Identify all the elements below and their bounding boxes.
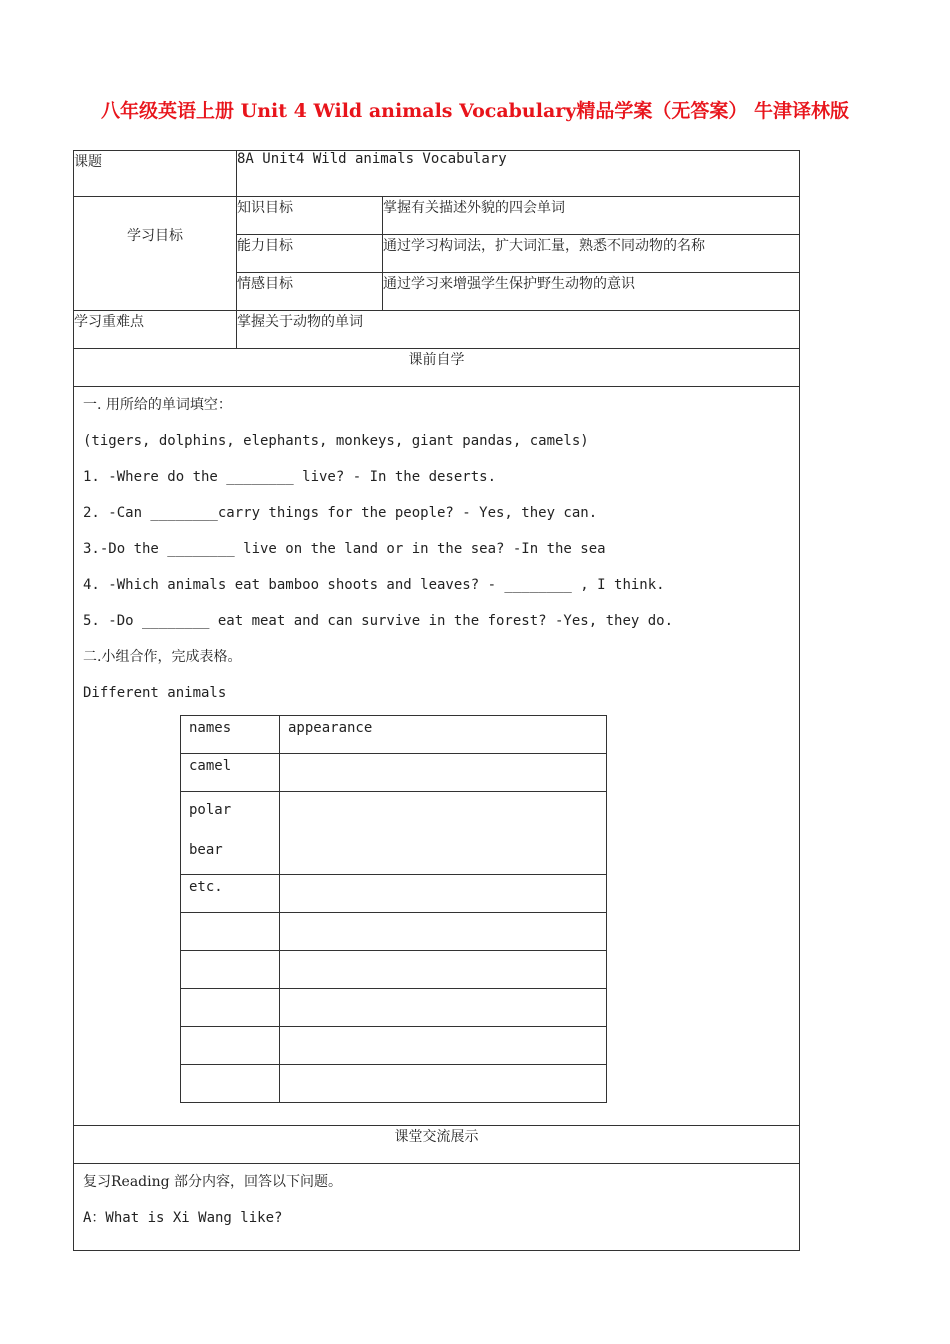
appearance-cell[interactable]: [280, 913, 607, 951]
goal-knowledge-label: 知识目标: [237, 197, 383, 235]
goals-label: 学习目标: [74, 197, 237, 311]
topic-value: 8A Unit4 Wild animals Vocabulary: [237, 151, 800, 197]
appearance-cell[interactable]: [280, 1065, 607, 1103]
key-points-label: 学习重难点: [74, 311, 237, 349]
class-heading: 课堂交流展示: [74, 1126, 800, 1164]
appearance-cell[interactable]: [280, 754, 607, 792]
part2-title: 二.小组合作，完成表格。: [83, 649, 242, 665]
header-appearance: appearance: [280, 716, 607, 754]
animal-name-line2: bear: [189, 842, 223, 858]
animal-name-cell[interactable]: [181, 913, 280, 951]
part1-title: 一. 用所给的单词填空：: [83, 397, 232, 413]
lesson-plan-table: [73, 150, 800, 1251]
question-4: 4. -Which animals eat bamboo shoots and leaves? - ________ , I think.: [83, 577, 665, 593]
table-row: [181, 754, 607, 792]
question-5: 5. -Do ________ eat meat and can survive in the forest? -Yes, they do.: [83, 613, 674, 629]
animal-name-cell[interactable]: [181, 989, 280, 1027]
table-row: [181, 1027, 607, 1065]
goal-knowledge-value: 掌握有关描述外貌的四会单词: [383, 197, 800, 235]
animal-name-cell: etc.: [181, 875, 280, 913]
appearance-cell[interactable]: [280, 951, 607, 989]
table-row: [181, 875, 607, 913]
topic-label: 课题: [74, 151, 237, 197]
table-row: [181, 951, 607, 989]
animal-name-cell: [181, 792, 280, 875]
animal-name-cell[interactable]: [181, 1027, 280, 1065]
table-row: [181, 989, 607, 1027]
preview-heading: 课前自学: [74, 349, 800, 387]
word-bank: (tigers, dolphins, elephants, monkeys, giant pandas, camels): [83, 433, 589, 449]
animal-name-cell[interactable]: [181, 1065, 280, 1103]
animal-name-cell[interactable]: [181, 951, 280, 989]
table-row: [181, 913, 607, 951]
animal-name-cell: camel: [181, 754, 280, 792]
key-points-value: 掌握关于动物的单词: [237, 311, 800, 349]
preview-content: [74, 387, 800, 1126]
document-title: 八年级英语上册 Unit 4 Wild animals Vocabulary精品学案（无答案） 牛津译林版: [101, 100, 849, 122]
class-intro: 复习Reading 部分内容，回答以下问题。: [83, 1174, 343, 1190]
appearance-cell[interactable]: [280, 792, 607, 875]
goal-ability-label: 能力目标: [237, 235, 383, 273]
question-a: A：What is Xi Wang like?: [83, 1210, 283, 1226]
goal-emotion-label: 情感目标: [237, 273, 383, 311]
table-row: [181, 792, 607, 875]
appearance-cell[interactable]: [280, 1027, 607, 1065]
animal-name-line1: polar: [189, 802, 232, 818]
goal-emotion-value: 通过学习来增强学生保护野生动物的意识: [383, 273, 800, 311]
goal-ability-value: 通过学习构词法，扩大词汇量，熟悉不同动物的名称: [383, 235, 800, 273]
appearance-cell[interactable]: [280, 875, 607, 913]
question-1: 1. -Where do the ________ live? - In the deserts.: [83, 469, 497, 485]
question-3: 3.-Do the ________ live on the land or in the sea? -In the sea: [83, 541, 606, 557]
table-caption: Different animals: [83, 685, 227, 701]
animals-table: [180, 715, 607, 1103]
table-row: [181, 1065, 607, 1103]
header-names: names: [181, 716, 280, 754]
question-2: 2. -Can ________carry things for the people? - Yes, they can.: [83, 505, 598, 521]
class-content: [74, 1164, 800, 1251]
appearance-cell[interactable]: [280, 989, 607, 1027]
